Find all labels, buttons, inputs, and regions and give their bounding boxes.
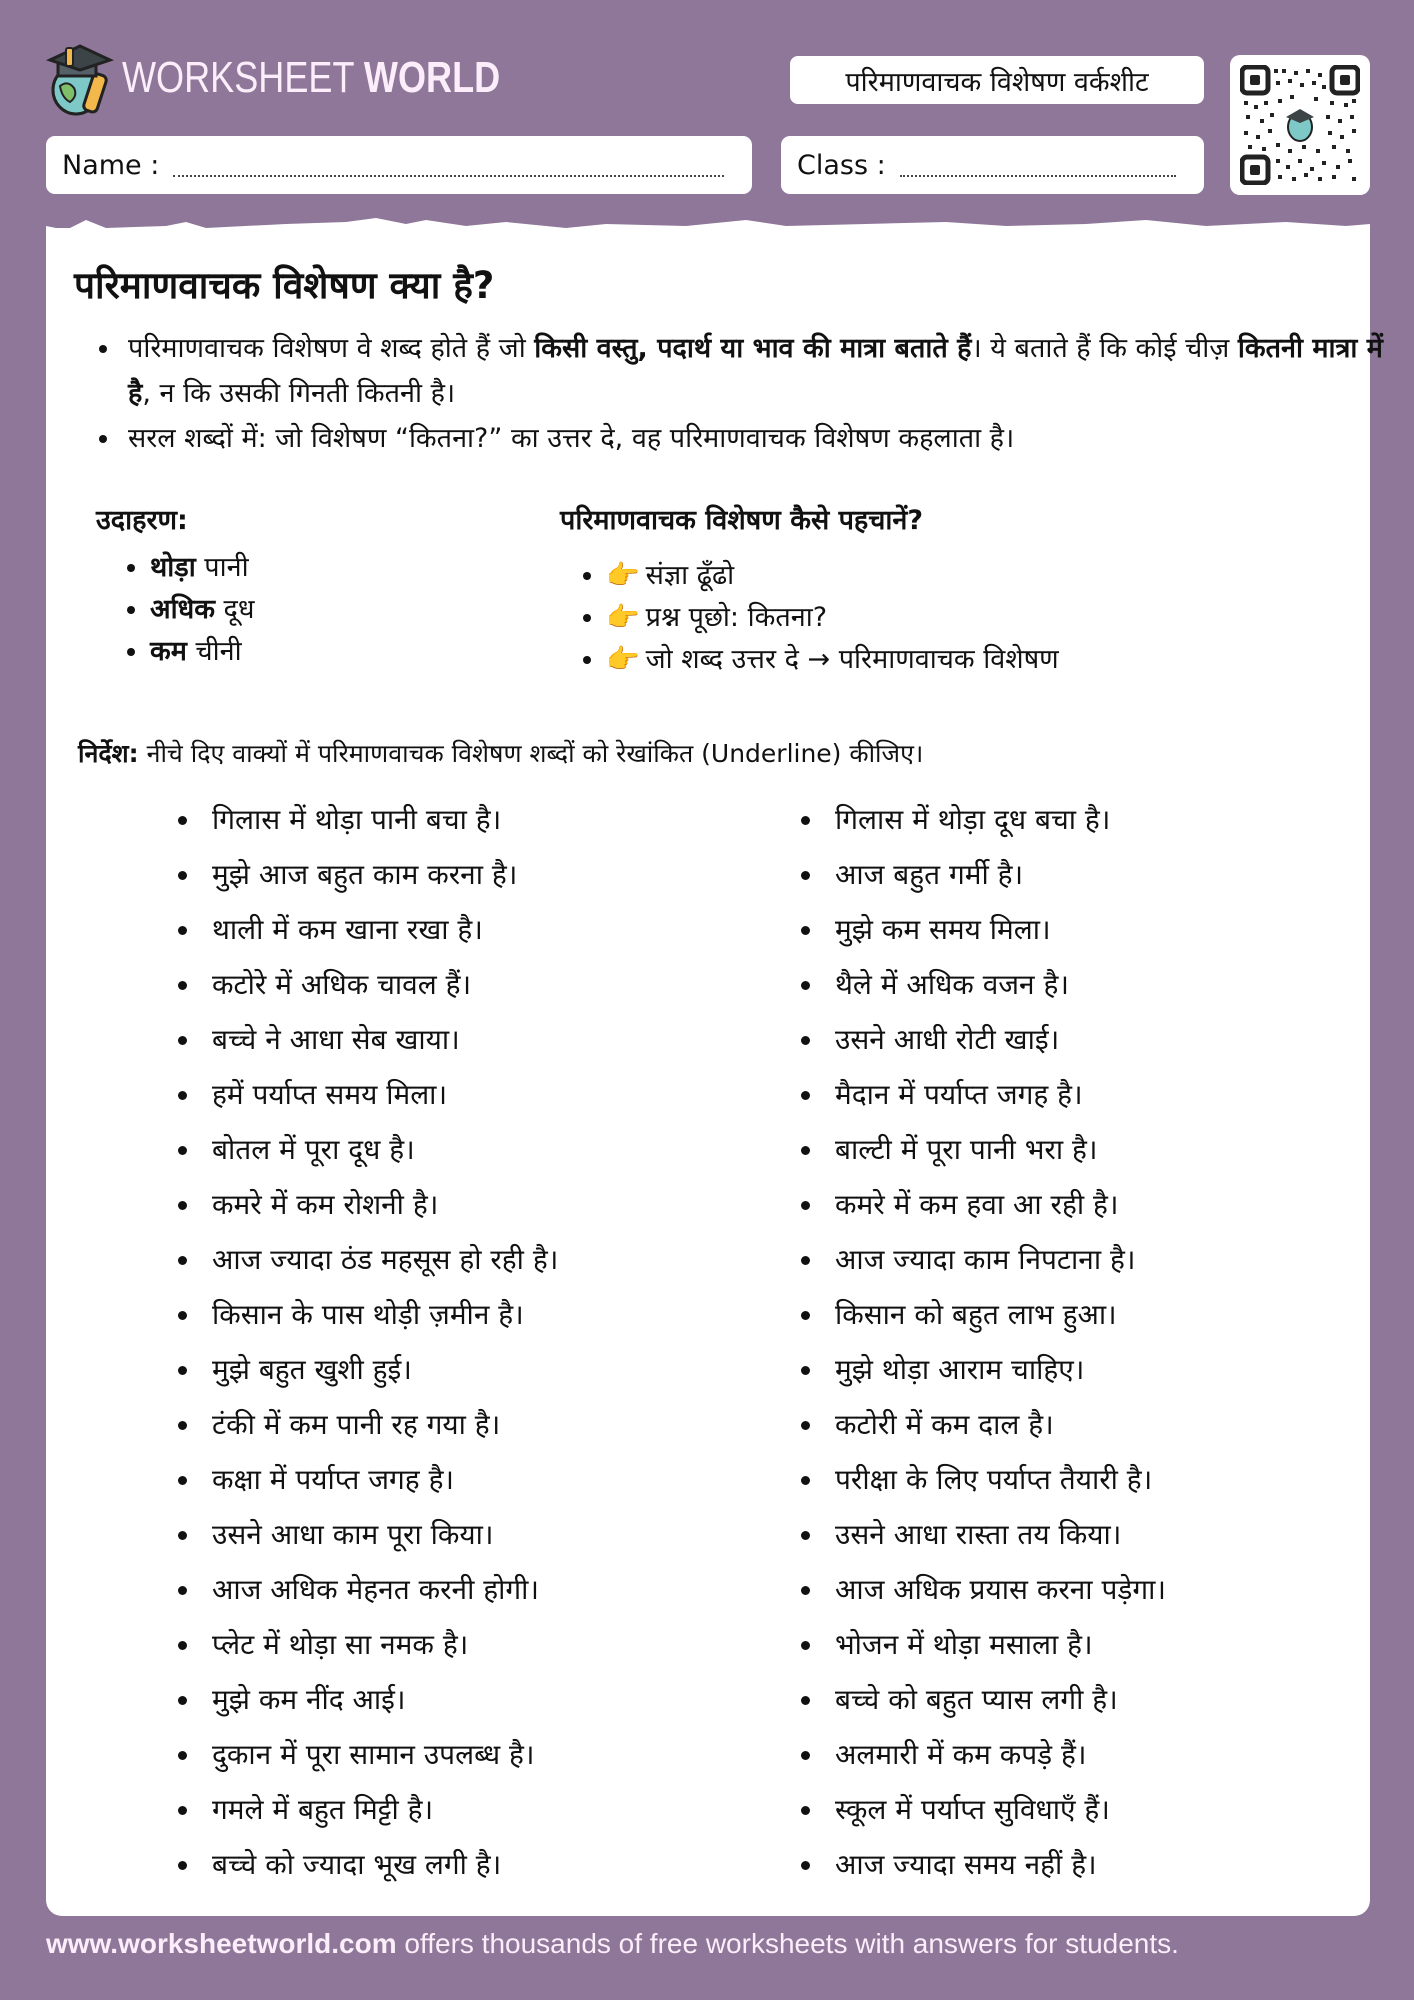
identify-section bbox=[560, 500, 1320, 681]
sentence-item[interactable]: • गमले में बहुत मिट्टी है। bbox=[202, 1782, 558, 1837]
sentence-item[interactable]: • भोजन में थोड़ा मसाला है। bbox=[825, 1617, 1166, 1672]
pointing-hand-icon: 👉 bbox=[606, 560, 640, 591]
worksheet-title: परिमाणवाचक विशेषण वर्कशीट bbox=[790, 56, 1204, 104]
sentence-item[interactable]: • कक्षा में पर्याप्त जगह है। bbox=[202, 1452, 558, 1507]
sentence-item[interactable]: • प्लेट में थोड़ा सा नमक है। bbox=[202, 1617, 558, 1672]
section-title: परिमाणवाचक विशेषण क्या है? bbox=[74, 264, 495, 307]
example-noun: पानी bbox=[195, 552, 249, 583]
brand-name-light: WORKSHEET bbox=[122, 53, 364, 102]
identify-title: परिमाणवाचक विशेषण कैसे पहचानें? bbox=[560, 505, 924, 536]
sentence-item[interactable]: • आज अधिक मेहनत करनी होगी। bbox=[202, 1562, 558, 1617]
sentence-item[interactable]: • मुझे बहुत खुशी हुई। bbox=[202, 1342, 558, 1397]
intro-text: । ये बताते हैं कि कोई चीज़ bbox=[971, 333, 1238, 364]
sentence-item[interactable]: • आज अधिक प्रयास करना पड़ेगा। bbox=[825, 1562, 1166, 1617]
intro-text: परिमाणवाचक विशेषण वे शब्द होते हैं जो bbox=[128, 333, 535, 364]
examples-list bbox=[96, 547, 516, 673]
example-noun: चीनी bbox=[186, 636, 242, 667]
instruction-text bbox=[78, 736, 923, 770]
sentence-item[interactable]: • आज ज्यादा ठंड महसूस हो रही है। bbox=[202, 1232, 558, 1287]
name-field[interactable] bbox=[46, 136, 752, 194]
sentence-item[interactable]: • अलमारी में कम कपड़े हैं। bbox=[825, 1727, 1166, 1782]
identify-text: संज्ञा ढूँढो bbox=[645, 560, 735, 591]
class-input-line[interactable] bbox=[900, 175, 1176, 177]
sentence-item[interactable]: • कटोरे में अधिक चावल हैं। bbox=[202, 957, 558, 1012]
sentence-item[interactable]: • उसने आधी रोटी खाई। bbox=[825, 1012, 1166, 1067]
pointing-hand-icon: 👉 bbox=[606, 602, 640, 633]
name-input-line[interactable] bbox=[173, 175, 724, 177]
sentence-item[interactable]: • किसान के पास थोड़ी ज़मीन है। bbox=[202, 1287, 558, 1342]
name-label: Name : bbox=[62, 149, 160, 181]
intro-text: , न कि उसकी गिनती कितनी है। bbox=[142, 378, 456, 409]
sentence-item[interactable]: • किसान को बहुत लाभ हुआ। bbox=[825, 1287, 1166, 1342]
example-adjective: कम bbox=[150, 636, 187, 667]
sentence-item[interactable]: • मुझे थोड़ा आराम चाहिए। bbox=[825, 1342, 1166, 1397]
identify-item bbox=[606, 597, 1320, 639]
sentence-item[interactable]: • बच्चे को बहुत प्यास लगी है। bbox=[825, 1672, 1166, 1727]
footer-site-link[interactable]: www.worksheetworld.com bbox=[46, 1928, 397, 1959]
examples-title: उदाहरण: bbox=[96, 505, 188, 536]
intro-bold-text: कितनी मात्रा में है bbox=[128, 333, 1383, 409]
sentence-item[interactable]: • थाली में कम खाना रखा है। bbox=[202, 902, 558, 957]
example-adjective: थोड़ा bbox=[150, 552, 196, 583]
instruction-label: निर्देश: bbox=[78, 739, 139, 768]
identify-item bbox=[606, 639, 1320, 681]
class-field[interactable] bbox=[781, 136, 1204, 194]
sentence-item[interactable]: • मैदान में पर्याप्त जगह है। bbox=[825, 1067, 1166, 1122]
sentence-item[interactable]: • कटोरी में कम दाल है। bbox=[825, 1397, 1166, 1452]
sentence-item[interactable]: • मुझे कम समय मिला। bbox=[825, 902, 1166, 957]
graduation-globe-logo-icon bbox=[46, 40, 114, 116]
identify-list bbox=[560, 555, 1320, 681]
torn-paper-edge bbox=[46, 214, 1370, 244]
sentence-item[interactable]: • मुझे आज बहुत काम करना है। bbox=[202, 847, 558, 902]
example-adjective: अधिक bbox=[150, 594, 215, 625]
brand-name-bold: WORLD bbox=[363, 53, 501, 102]
class-label: Class : bbox=[797, 149, 886, 181]
qr-code[interactable] bbox=[1230, 55, 1370, 195]
example-noun: दूध bbox=[214, 594, 255, 625]
identify-item bbox=[606, 555, 1320, 597]
example-item bbox=[150, 589, 516, 631]
sentence-item[interactable]: • बच्चे को ज्यादा भूख लगी है। bbox=[202, 1837, 558, 1892]
sentence-item[interactable]: • उसने आधा रास्ता तय किया। bbox=[825, 1507, 1166, 1562]
sentence-item[interactable]: • परीक्षा के लिए पर्याप्त तैयारी है। bbox=[825, 1452, 1166, 1507]
intro-bold-text: किसी वस्तु, पदार्थ या भाव की मात्रा बताते हैं bbox=[534, 333, 972, 364]
sentence-item[interactable]: • स्कूल में पर्याप्त सुविधाएँ हैं। bbox=[825, 1782, 1166, 1837]
sentence-item[interactable]: • बच्चे ने आधा सेब खाया। bbox=[202, 1012, 558, 1067]
instruction-body: नीचे दिए वाक्यों में परिमाणवाचक विशेषण शब्दों को रेखांकित (Underline) कीजिए। bbox=[138, 739, 924, 768]
sentence-item[interactable]: • टंकी में कम पानी रह गया है। bbox=[202, 1397, 558, 1452]
sentence-item[interactable]: • गिलास में थोड़ा पानी बचा है। bbox=[202, 792, 558, 847]
sentence-item[interactable]: • कमरे में कम हवा आ रही है। bbox=[825, 1177, 1166, 1232]
sentence-item[interactable]: • कमरे में कम रोशनी है। bbox=[202, 1177, 558, 1232]
sentence-item[interactable]: • बाल्टी में पूरा पानी भरा है। bbox=[825, 1122, 1166, 1177]
pointing-hand-icon: 👉 bbox=[606, 644, 640, 675]
brand-name bbox=[122, 53, 500, 103]
sentence-list-right bbox=[785, 792, 1166, 1892]
sentence-item[interactable]: • गिलास में थोड़ा दूध बचा है। bbox=[825, 792, 1166, 847]
sentence-item[interactable]: • आज बहुत गर्मी है। bbox=[825, 847, 1166, 902]
sentence-item[interactable]: • बोतल में पूरा दूध है। bbox=[202, 1122, 558, 1177]
example-item bbox=[150, 631, 516, 673]
identify-text: जो शब्द उत्तर दे → परिमाणवाचक विशेषण bbox=[645, 644, 1059, 675]
brand-logo bbox=[46, 40, 583, 116]
identify-text: प्रश्न पूछो: कितना? bbox=[645, 602, 828, 633]
sentence-item[interactable]: • दुकान में पूरा सामान उपलब्ध है। bbox=[202, 1727, 558, 1782]
qr-code-icon bbox=[1240, 65, 1360, 185]
sentence-item[interactable]: • मुझे कम नींद आई। bbox=[202, 1672, 558, 1727]
examples-section bbox=[96, 500, 516, 673]
sentence-item[interactable]: • आज ज्यादा काम निपटाना है। bbox=[825, 1232, 1166, 1287]
sentence-item[interactable]: • उसने आधा काम पूरा किया। bbox=[202, 1507, 558, 1562]
intro-bullet bbox=[122, 326, 1392, 416]
sentence-item[interactable]: • हमें पर्याप्त समय मिला। bbox=[202, 1067, 558, 1122]
sentence-item[interactable]: • आज ज्यादा समय नहीं है। bbox=[825, 1837, 1166, 1892]
sentence-item[interactable]: • थैले में अधिक वजन है। bbox=[825, 957, 1166, 1012]
intro-bullet: • सरल शब्दों में: जो विशेषण “कितना?” का उत्तर दे, वह परिमाणवाचक विशेषण कहलाता है। bbox=[122, 416, 1392, 461]
footer-text bbox=[46, 1928, 1179, 1960]
example-item bbox=[150, 547, 516, 589]
intro-list bbox=[84, 326, 1392, 461]
footer-tagline: offers thousands of free worksheets with answers for students. bbox=[396, 1928, 1179, 1959]
sentence-list-left bbox=[162, 792, 558, 1892]
